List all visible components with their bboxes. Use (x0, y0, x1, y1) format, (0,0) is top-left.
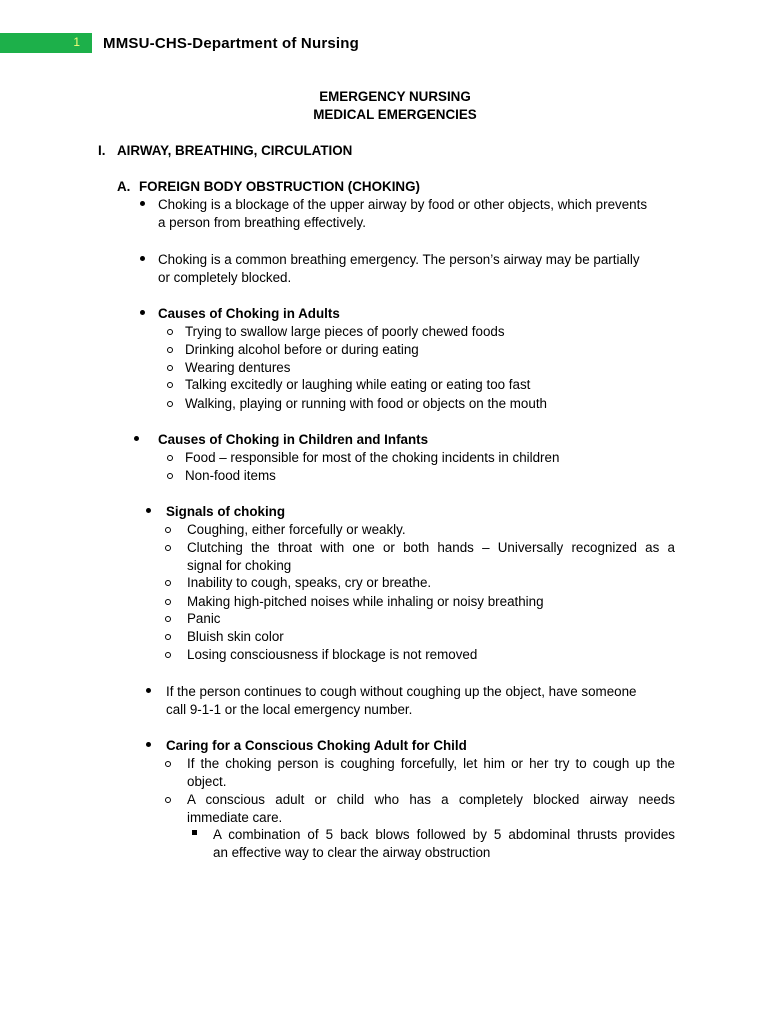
paragraph-line: Choking is a common breathing emergency. The person’s airway may be partially (158, 252, 640, 267)
circle-bullet-icon (165, 527, 171, 533)
list-item: Making high-pitched noises while inhaling or noisy breathing (187, 594, 544, 609)
page-number-bar (0, 33, 92, 53)
document-subtitle: MEDICAL EMERGENCIES (313, 107, 477, 122)
list-heading: Signals of choking (166, 504, 286, 519)
list-item: Coughing, either forcefully or weakly. (187, 522, 406, 537)
header-title: MMSU-CHS-Department of Nursing (103, 35, 359, 52)
bullet-icon (134, 436, 139, 441)
paragraph-line: a person from breathing effectively. (158, 215, 366, 230)
square-bullet-icon (192, 830, 197, 835)
circle-bullet-icon (167, 347, 173, 353)
list-item: Drinking alcohol before or during eating (185, 342, 419, 357)
circle-bullet-icon (165, 797, 171, 803)
section-title: AIRWAY, BREATHING, CIRCULATION (117, 143, 353, 158)
page-number: 1 (73, 35, 80, 49)
list-item: Clutching the throat with one or both hands – Universally recognized as a (187, 540, 675, 555)
circle-bullet-icon (165, 634, 171, 640)
circle-bullet-icon (167, 382, 173, 388)
list-item: A conscious adult or child who has a completely blocked airway needs (187, 792, 675, 807)
list-item: Losing consciousness if blockage is not removed (187, 647, 478, 662)
list-item: Non-food items (185, 468, 276, 483)
subsection-letter: A. (117, 179, 131, 194)
list-item-continuation: immediate care. (187, 810, 283, 825)
list-item: Food – responsible for most of the choking incidents in children (185, 450, 560, 465)
circle-bullet-icon (165, 761, 171, 767)
paragraph-line: Choking is a blockage of the upper airway by food or other objects, which prevents (158, 197, 648, 212)
list-item: Talking excitedly or laughing while eating or eating too fast (185, 377, 531, 392)
bullet-icon (146, 508, 151, 513)
list-heading: Causes of Choking in Adults (158, 306, 340, 321)
bullet-icon (146, 742, 151, 747)
circle-bullet-icon (167, 473, 173, 479)
list-item: A combination of 5 back blows followed by 5 abdominal thrusts provides (213, 827, 675, 842)
paragraph-line: or completely blocked. (158, 270, 292, 285)
paragraph-line: If the person continues to cough without coughing up the object, have someone (166, 684, 637, 699)
list-item-continuation: an effective way to clear the airway obstruction (213, 845, 491, 860)
circle-bullet-icon (165, 580, 171, 586)
circle-bullet-icon (167, 365, 173, 371)
circle-bullet-icon (165, 545, 171, 551)
list-item: Panic (187, 611, 221, 626)
list-item: Walking, playing or running with food or objects on the mouth (185, 396, 547, 411)
list-item: Wearing dentures (185, 360, 291, 375)
list-heading: Causes of Choking in Children and Infants (158, 432, 429, 447)
list-item: Inability to cough, speaks, cry or breathe. (187, 575, 432, 590)
document-title: EMERGENCY NURSING (319, 89, 471, 104)
circle-bullet-icon (165, 616, 171, 622)
paragraph-line: call 9-1-1 or the local emergency number. (166, 702, 413, 717)
list-heading: Caring for a Conscious Choking Adult for Child (166, 738, 467, 753)
circle-bullet-icon (167, 455, 173, 461)
list-item: Trying to swallow large pieces of poorly chewed foods (185, 324, 505, 339)
list-item-continuation: object. (187, 774, 227, 789)
circle-bullet-icon (165, 599, 171, 605)
list-item-continuation: signal for choking (187, 558, 292, 573)
circle-bullet-icon (165, 652, 171, 658)
list-item: Bluish skin color (187, 629, 284, 644)
bullet-icon (146, 688, 151, 693)
section-number: I. (98, 143, 106, 158)
bullet-icon (140, 310, 145, 315)
bullet-icon (140, 201, 145, 206)
subsection-title: FOREIGN BODY OBSTRUCTION (CHOKING) (139, 179, 420, 194)
circle-bullet-icon (167, 401, 173, 407)
bullet-icon (140, 256, 145, 261)
list-item: If the choking person is coughing forcefully, let him or her try to cough up the (187, 756, 675, 771)
circle-bullet-icon (167, 329, 173, 335)
